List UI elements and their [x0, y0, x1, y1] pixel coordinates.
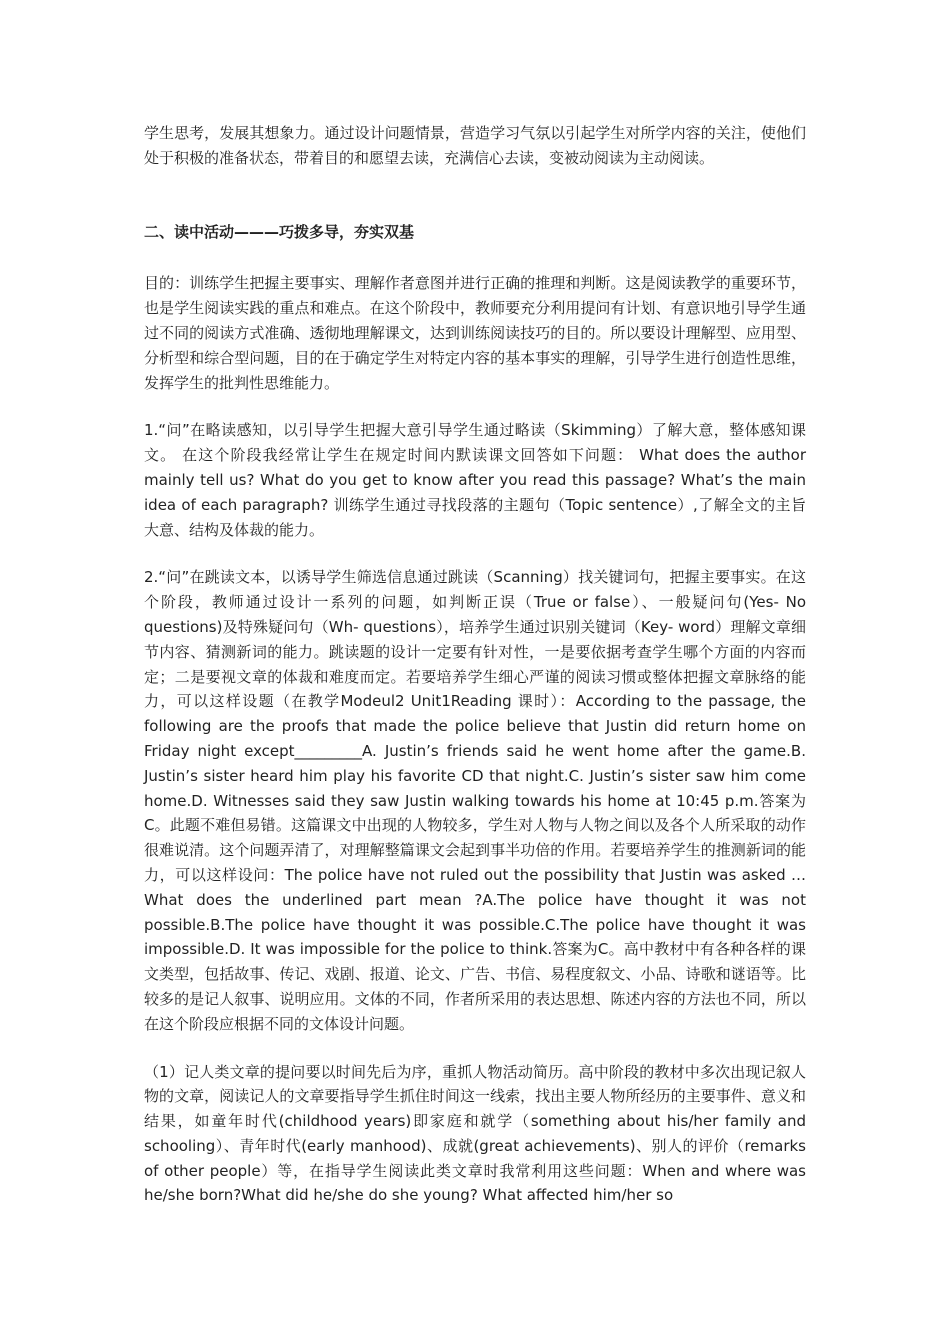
paragraph-scanning: 2.“问”在跳读文本，以诱导学生筛选信息通过跳读（Scanning）找关键词句，把握主要事实。在这个阶段，教师通过设计一系列的问题，如判断正误（True or false）、一般疑问句(Yes- No questions)及特殊疑问句（Wh- questions），培养学生通过识别关键词（Key- word）理解文章细节内容、猜测新词的能力。跳读题的设计一定要有针对性，一是要依据考查学生哪个方面的内容而定；二是要视文章的体裁和难度而定。若要培养学生细心严谨的阅读习惯或整体把握文章脉络的能力，可以这样设题（在教学Modeul2 Unit1Reading 课时）：According to the passage, the following are the proofs that made the police believe that Justin did return home on Friday night except_________A. Justin’s friends said he went home after the game.B. Justin’s sister heard him play his favorite CD that night.C. Justin’s sister saw him come home.D. Witnesses said they saw Justin walking towards his home at 10:45 p.m.答案为C。此题不难但易错。这篇课文中出现的人物较多，学生对人物与人物之间以及各个人所采取的动作很难说清。这个问题弄清了，对理解整篇课文会起到事半功倍的作用。若要培养学生的推测新词的能力，可以这样设问：The police have not ruled out the possibility that Justin was asked …What does the underlined part mean ?A.The police have thought it was not possible.B.The police have thought it was possible.C.The police have thought it was impossible.D. It was impossible for the police to think.答案为C。高中教材中有各种各样的课文类型，包括故事、传记、戏剧、报道、论文、广告、书信、易程度叙文、小品、诗歌和谜语等。比较多的是记人叙事、说明应用。文体的不同，作者所采用的表达思想、陈述内容的方法也不同，所以在这个阶段应根据不同的文体设计问题。 — [144, 568, 806, 1033]
section-heading: 二、读中活动———巧拨多导，夯实双基 — [144, 222, 415, 241]
paragraph-purpose: 目的：训练学生把握主要事实、理解作者意图并进行正确的推理和判断。这是阅读教学的重要环节，也是学生阅读实践的重点和难点。在这个阶段中，教师要充分利用提问有计划、有意识地引导学生通过不同的阅读方式准确、透彻地理解课文，达到训练阅读技巧的目的。所以要设计理解型、应用型、分析型和综合型问题，目的在于确定学生对特定内容的基本事实的理解，引导学生进行创造性思维，发挥学生的批判性思维能力。 — [144, 274, 806, 392]
paragraph-skimming: 1.“问”在略读感知，以引导学生把握大意引导学生通过略读（Skimming）了解大意，整体感知课文。 在这个阶段我经常让学生在规定时间内默读课文回答如下问题： What does the author mainly tell us? What do you get to know after you read this passage? What’s the main idea of each paragraph? 训练学生通过寻找段落的主题句（Topic sentence）,了解全文的主旨大意、结构及体裁的能力。 — [144, 421, 806, 539]
paragraph-biography: （1）记人类文章的提问要以时间先后为序，重抓人物活动简历。高中阶段的教材中多次出现记叙人物的文章，阅读记人的文章要指导学生抓住时间这一线索，找出主要人物所经历的主要事件、意义和结果，如童年时代(childhood years)即家庭和就学（something about his/her family and schooling）、青年时代(early manhood)、成就(great achievements)、别人的评价（remarks of other people）等，在指导学生阅读此类文章时我常利用这些问题：When and where was he/she born?What did he/she do she young? What affected him/her so — [144, 1062, 806, 1205]
document-page — [144, 121, 806, 1208]
paragraph-intro: 学生思考，发展其想象力。通过设计问题情景，营造学习气氛以引起学生对所学内容的关注，使他们处于积极的准备状态，带着目的和愿望去读，充满信心去读，变被动阅读为主动阅读。 — [144, 124, 806, 167]
